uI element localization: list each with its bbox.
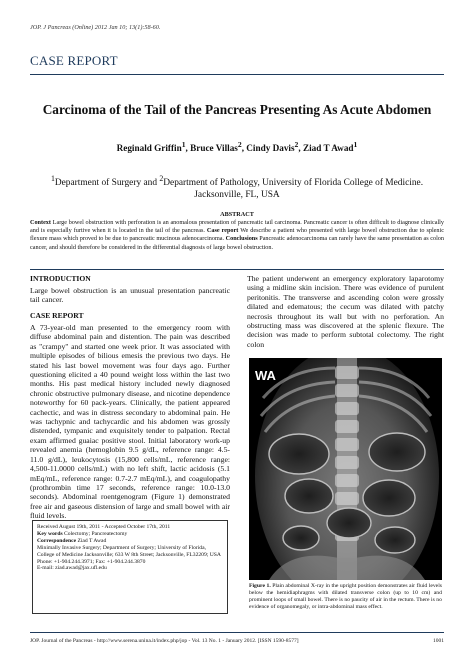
author-sup: 2	[294, 140, 299, 149]
footer-citation: JOP. Journal of the Pancreas - http://www.serena.unina.it/index.php/jop - Vol. 13 No. 1 - January 2012. [ISSN 1590-8577]	[30, 638, 299, 644]
received-dates: Received August 19th, 2011 - Accepted October 17th, 2011	[37, 524, 171, 530]
xray-figure	[249, 358, 442, 580]
author: Cindy Davis	[246, 143, 295, 154]
abstract-context: Large bowel obstruction with perforation is an anomalous presentation of pancreatic tail carcinoma. Pancreatic cancer is often difficult to diagnose clinically and is especially furtive when it is located in the tail of the pancreas.	[30, 219, 444, 235]
author-sup: 1	[353, 140, 358, 149]
xray-image	[249, 358, 442, 580]
affiliation	[50, 173, 424, 201]
author-list: Reginald Griffin$^1$, Bruce Villas$^2$, Cindy Davis$^2$, Ziad T Awad$^1$	[116, 140, 358, 154]
correspondence-label: Correspondence	[37, 537, 77, 544]
xray-marker: WA	[255, 368, 276, 383]
abstract-heading: ABSTRACT	[220, 211, 254, 218]
figure-caption	[249, 583, 442, 611]
intro-text: Large bowel obstruction is an unusual presentation pancreatic tail cancer.	[30, 286, 230, 305]
abstract-body	[30, 219, 444, 252]
page-number: 1001	[433, 638, 444, 644]
correspondence-phone: Phone: +1-904.244.3971; Fax: +1-904.244.3870	[37, 558, 146, 565]
section-label: CASE REPORT	[30, 53, 118, 68]
abstract-context-label: Context	[30, 219, 51, 226]
footer-divider	[30, 632, 444, 633]
case-heading: CASE REPORT	[30, 311, 84, 320]
abstract-conclusions-label: Conclusions	[225, 235, 258, 243]
abstract-divider	[30, 269, 444, 270]
affil-sup: 2	[159, 174, 164, 183]
abstract-case: We describe a patient who presented with large bowel obstruction due to splenic flexure mass which proved to be due to pancreatic mucinous adenocarcinoma.	[30, 227, 444, 243]
case-text: A 73-year-old man presented to the emergency room with diffuse abdominal pain and distention. The pain was described as "crampy" and started one week prior. It was associated with multiple episodes of bilious emesis the previous two days. He stated his last bowel movement was four days ago. Further questioning elicited a 40 pound weight loss within the last two months. His past medical history included newly diagnosed chronic obstructive pulmonary disease, and nicotine dependence noteworthy for 60 pack-years. Clinically, the patient appeared cachectic, and was in distress secondary to abdominal pain. He was tachypnic and tachycardic and his abdomen was grossly distended, tympanic and exquisitely tender to palpation. Rectal exam affirmed guaiac positive stool. Initial laboratory work-up revealed anemia (hemoglobin 9.5 g/dL, reference range: 4.5-11.0 g/dL), leukocytosis (15,800 cells/mL, reference range: 4,500-11.0000 cells/mL) with no left shift, lactic acidosis (5.1 mEq/mL, reference range: 0.7-2.7 mEq/mL), and coagulopathy (prothrombin time 17 seconds, reference range: 10.0-13.0 seconds). Abdominal roentgenogram (Figure 1) demonstrated free air and gaseous distension of large and small bowel with air fluid levels.	[30, 323, 230, 521]
correspondence	[37, 538, 223, 545]
author-sup: 1	[181, 140, 186, 149]
keywords-value: Colectomy; Pancreatectomy	[62, 530, 128, 537]
author: Reginald Griffin	[116, 143, 182, 154]
affil-sup: 1	[50, 174, 55, 183]
correspondence-email[interactable]: E-mail: ziad.awad@jax.ufl.edu	[37, 565, 107, 572]
journal-citation: JOP. J Pancreas (Online) 2012 Jan 10; 13(1):58-60.	[30, 24, 161, 31]
author-sup: 2	[237, 140, 242, 149]
affiliation-line: Department of Pathology, University of Florida College of Medicine.	[163, 178, 424, 189]
intro-heading: INTRODUCTION	[30, 274, 91, 283]
abstract-conclusions: Pancreatic adenocarcinoma can rarely have the same presentation as colon cancer, and should therefore be considered in the differential diagnosis of large bowel obstruction.	[30, 235, 444, 251]
figure-label: Figure 1.	[249, 583, 271, 589]
header-divider	[30, 74, 444, 75]
keywords-label: Key words	[37, 530, 63, 537]
affiliation-line: Department of Surgery and	[54, 178, 158, 189]
author: Bruce Villas	[190, 143, 238, 154]
author: Ziad T Awad	[302, 143, 354, 154]
correspondence-name: Ziad T Awad	[76, 537, 107, 544]
correspondence-address: Minimally Invasive Surgery; Department of Surgery; University of Florida, College of Medicine Jacksonville; 633 W 8th Street; Jacksonville, FL32209; USA	[37, 544, 221, 558]
abstract-case-label: Case report	[206, 227, 239, 235]
figure-caption-text: Plain abdominal X-ray in the upright position demonstrates air fluid levels below the hemidiaphragms with dilated transverse colon (up to 10 cm) and prominent loops of small bowel. There is no paucity of air in the rectum. There is no evidence of organomegaly, or intra-abdominal mass effect.	[249, 583, 443, 610]
article-info-box	[32, 520, 228, 614]
affiliation-location: Jacksonville, FL, USA	[194, 190, 280, 201]
surgery-text: The patient underwent an emergency exploratory laparotomy using a midline skin incision. There was evidence of purulent peritonitis. The transverse and ascending colon were grossly dilated and edematous; the cecum was dilated with patchy necrosis throughout its wall but with no perforation. An obstructing mass was discovered at the splenic flexure. The decision was made to perform subtotal colectomy. The right colon	[247, 274, 444, 349]
keywords	[37, 531, 223, 538]
article-title: Carcinoma of the Tail of the Pancreas Presenting As Acute Abdomen	[42, 102, 432, 117]
